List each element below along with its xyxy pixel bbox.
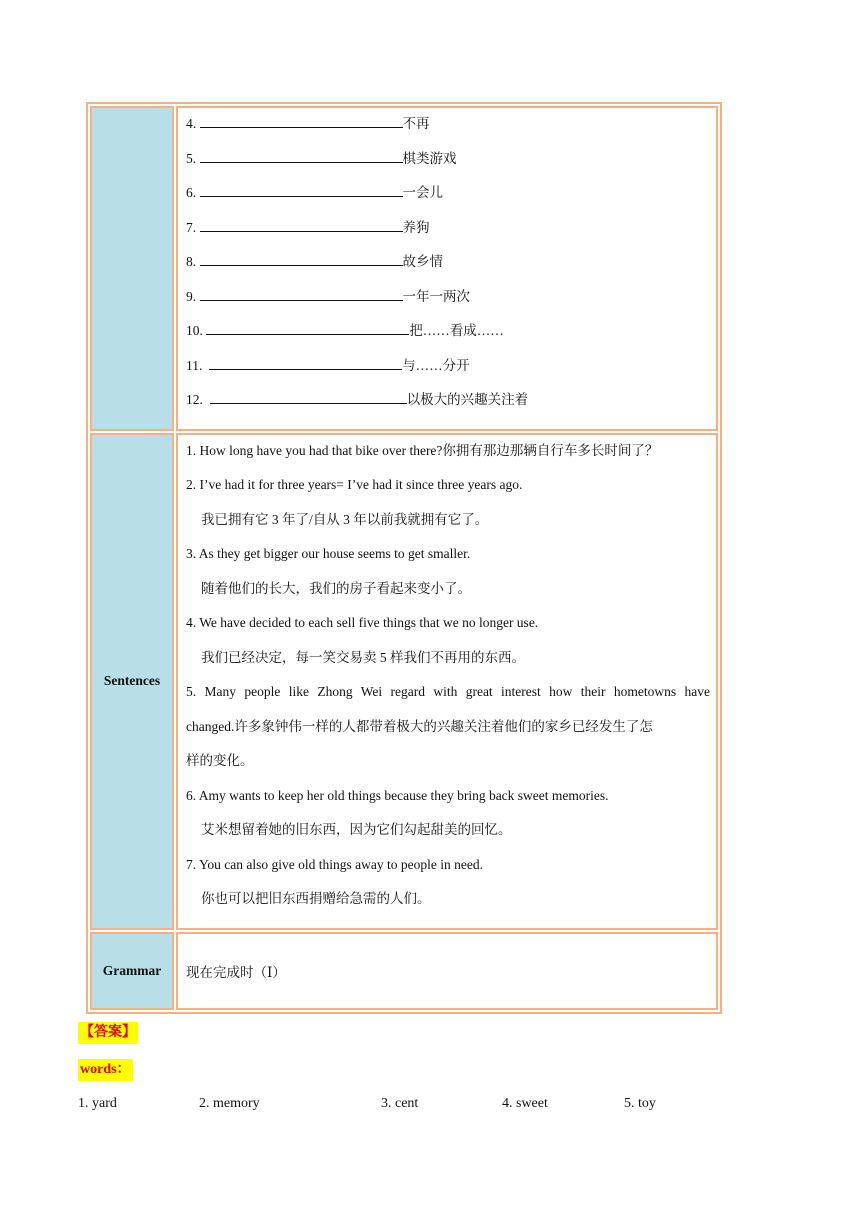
phrases-label-cell [90,106,174,431]
phrase-meaning: 一会儿 [402,185,443,200]
sentence-translation: 我已拥有它 3 年了/自从 3 年以前我就拥有它了。 [201,511,489,527]
phrase-meaning: 棋类游戏 [402,150,457,166]
phrase-line [186,287,710,322]
sentence-line: 样的变化。 [186,753,254,768]
phrase-meaning: 养狗 [402,219,430,235]
phrase-meaning: 故乡情 [402,254,443,269]
phrase-number: 9. [186,288,197,304]
sentence-line: 1. How long have you had that bike over there?你拥有那边那辆自行车多长时间了？ [186,442,659,458]
grammar-text: 现在完成时（Ⅰ） [186,964,286,980]
sentences-label: Sentences [90,433,174,930]
sentence-line: 2. I’ve had it for three years= I’ve had it since three years ago. [186,477,523,492]
phrase-meaning: 不再 [402,116,430,131]
phrase-number: 6. [186,185,197,200]
phrase-meaning: 把……看成…… [409,323,504,338]
answer-blank[interactable] [200,218,403,232]
sentence-line: 6. Amy wants to keep her old things because they bring back sweet memories. [186,787,609,803]
words-heading: words： [78,1059,133,1081]
answer-blank[interactable] [210,390,407,404]
sentence-translation: 艾米想留着她的旧东西，因为它们勾起甜美的回忆。 [201,822,512,837]
answer-item: 4. sweet [502,1096,548,1111]
answer-item: 3. cent [381,1096,419,1111]
sentence-line: changed.许多象钟伟一样的人都带着极大的兴趣关注着他们的家乡已经发生了怎 [186,718,653,734]
answer-item: 1. yard [78,1096,117,1111]
sentence-line: 7. You can also give old things away to people in need. [186,856,483,872]
sentence-translation: 随着他们的长大，我们的房子看起来变小了。 [201,580,471,596]
phrase-line [186,252,710,287]
phrase-number: 10. [186,323,203,338]
sentence-translation: 你也可以把旧东西捐赠给急需的人们。 [201,891,431,906]
phrase-meaning: 与……分开 [402,357,470,373]
phrases-cell [176,106,718,431]
phrase-line [186,183,710,218]
answer-blank[interactable] [200,252,403,266]
answer-blank[interactable] [206,321,409,335]
phrase-number: 12. [186,392,203,407]
vocabulary-table [86,102,722,1014]
grammar-label: Grammar [90,932,174,1010]
phrase-line [186,390,710,425]
phrase-number: 5. [186,150,197,166]
answer-list [78,1096,778,1116]
answer-blank[interactable] [200,183,403,197]
answer-blank[interactable] [209,356,402,370]
sentence-line: 5. Many people like Zhong Wei regard with great interest how their hometowns have [186,684,710,699]
answer-item: 2. memory [199,1096,260,1111]
phrase-line [186,321,710,356]
sentences-cell [176,433,718,930]
answer-blank[interactable] [200,149,403,163]
sentence-line: 4. We have decided to each sell five things that we no longer use. [186,615,539,630]
answer-blank[interactable] [200,114,403,128]
answer-blank[interactable] [200,287,403,301]
phrase-number: 11. [186,357,203,373]
phrase-meaning: 一年一两次 [402,288,470,304]
phrase-number: 8. [186,254,197,269]
phrase-line [186,218,710,253]
phrase-line [186,114,710,149]
sentence-translation: 我们已经决定，每一笑交易卖 5 样我们不再用的东西。 [201,649,525,665]
phrase-line [186,149,710,184]
phrase-line [186,356,710,391]
answer-item: 5. toy [624,1096,656,1111]
phrase-meaning: 以极大的兴趣关注着 [406,392,529,407]
phrase-number: 7. [186,219,197,235]
sentence-line: 3. As they get bigger our house seems to get smaller. [186,546,471,561]
answer-heading: 【答案】 [78,1022,138,1044]
phrase-number: 4. [186,116,197,131]
grammar-cell [176,932,718,1010]
